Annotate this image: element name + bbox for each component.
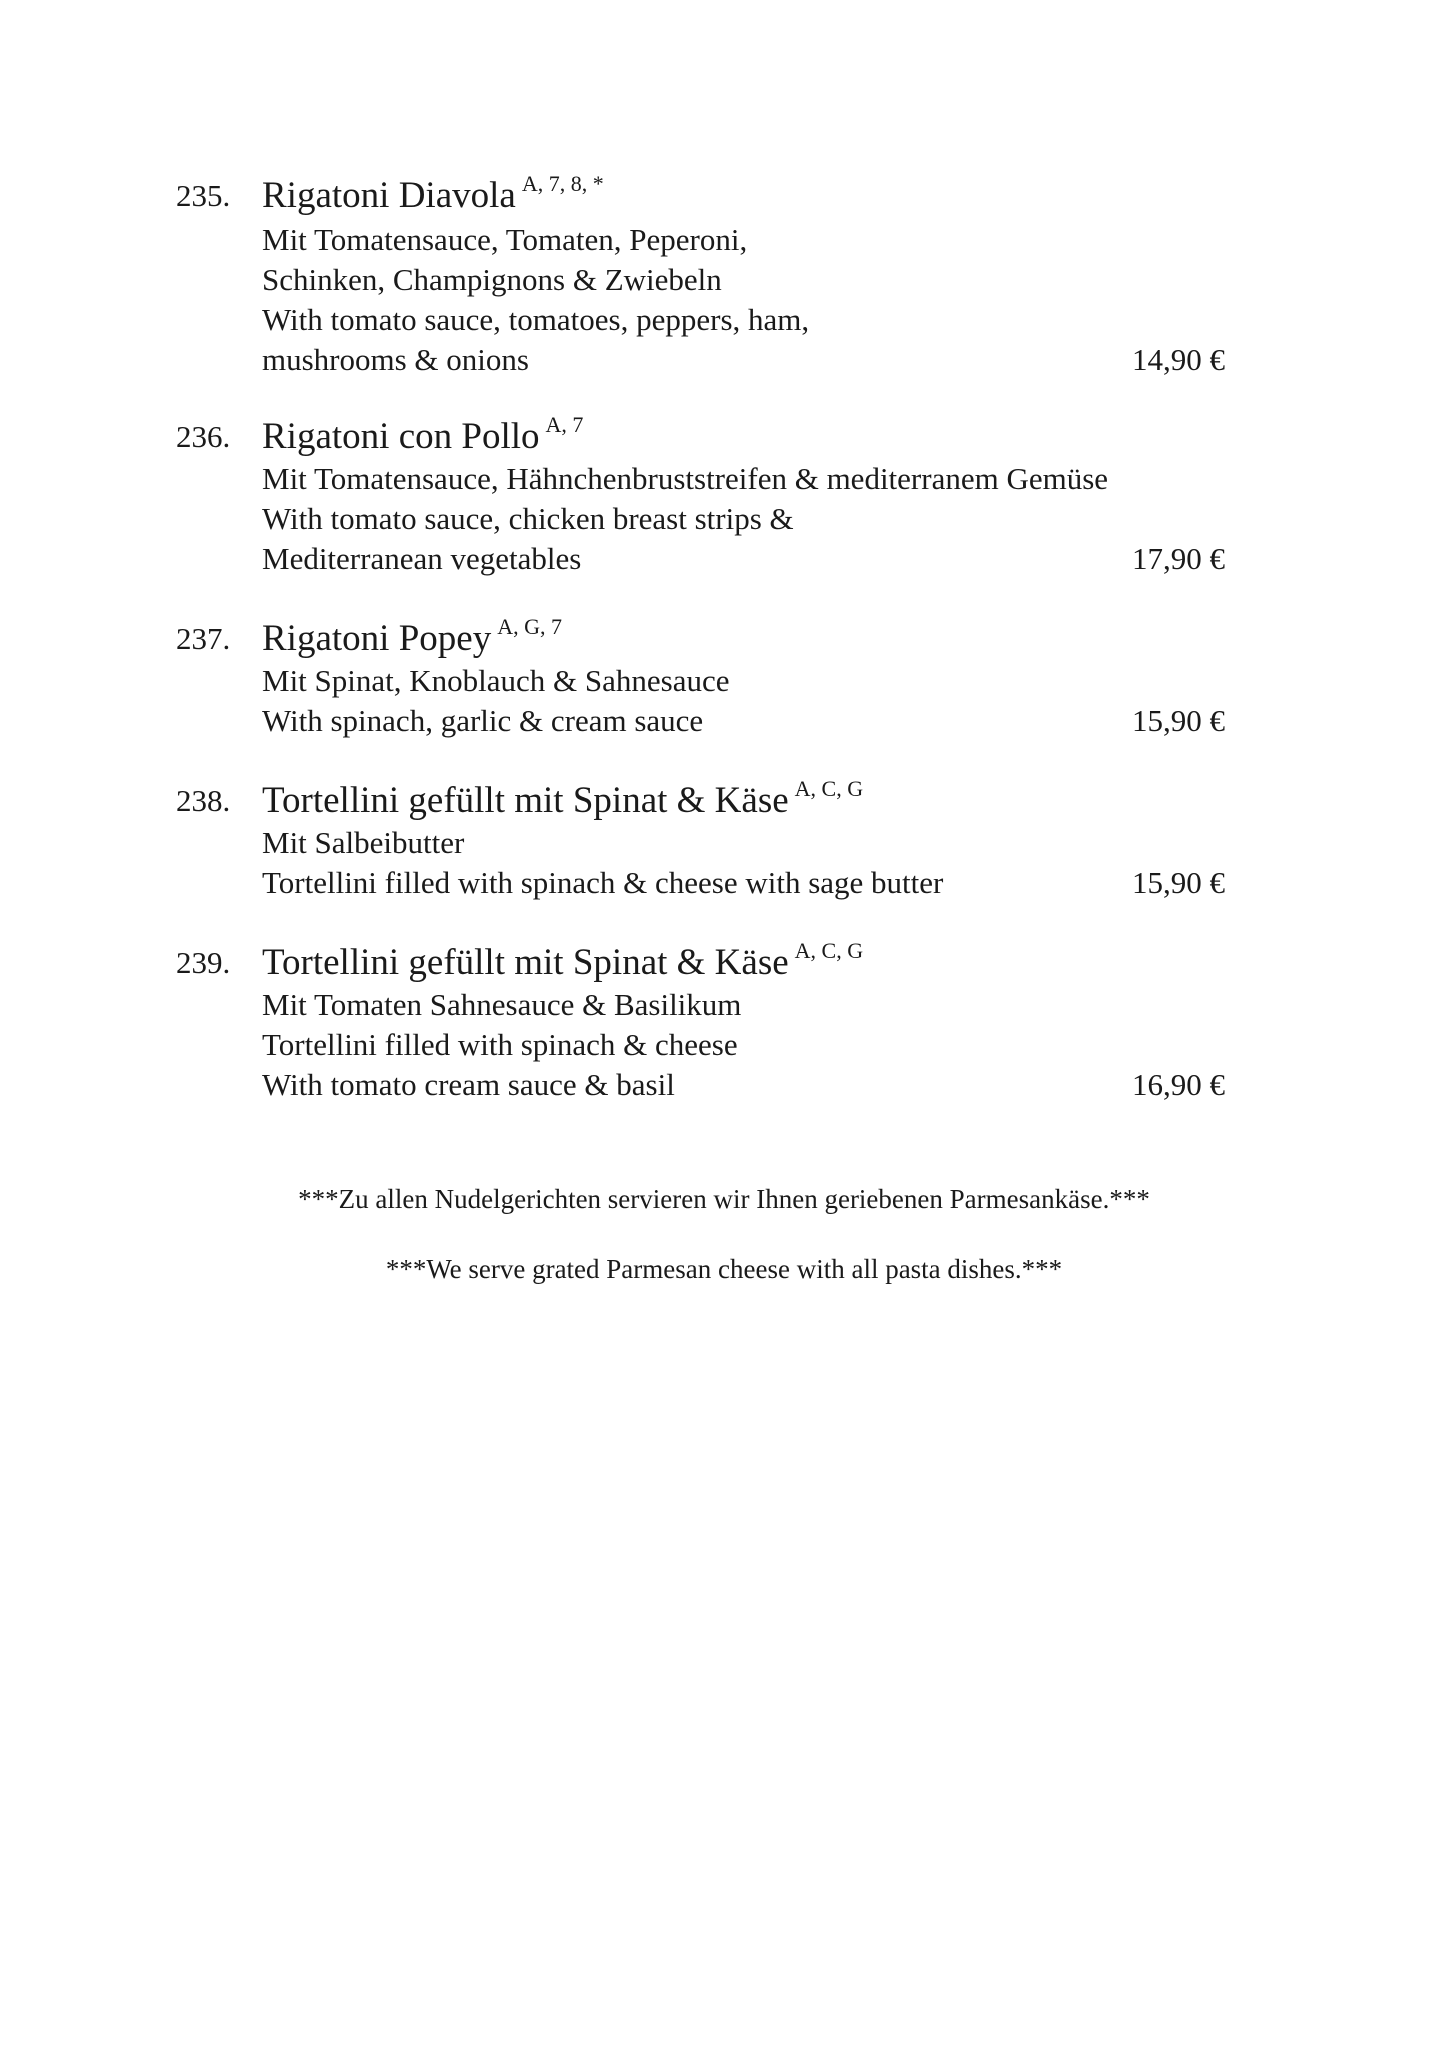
allergen-codes: A, C, G xyxy=(794,775,864,801)
allergen-codes: A, C, G xyxy=(794,937,864,963)
item-number: 238. xyxy=(176,783,231,818)
dish-price: 15,90 € xyxy=(1132,865,1225,900)
dish-description xyxy=(262,220,1262,380)
dish-name xyxy=(262,411,584,457)
item-number: 235. xyxy=(176,178,231,213)
description-line: With tomato cream sauce & basil xyxy=(262,1067,675,1102)
dish-description xyxy=(262,823,1262,903)
dish-price: 16,90 € xyxy=(1132,1067,1225,1102)
description-line: Mediterranean vegetables xyxy=(262,541,582,576)
dish-name xyxy=(262,170,604,216)
dish-name xyxy=(262,937,864,983)
item-number: 239. xyxy=(176,945,231,980)
description-line: Tortellini filled with spinach & cheese with sage butter xyxy=(262,865,944,900)
item-number: 236. xyxy=(176,419,231,454)
dish-name xyxy=(262,613,562,659)
description-line: mushrooms & onions xyxy=(262,342,529,377)
description-line: Tortellini filled with spinach & cheese xyxy=(262,1027,738,1062)
parmesan-note-german: ***Zu allen Nudelgerichten servieren wir Ihnen geriebenen Parmesankäse.*** xyxy=(298,1184,1150,1214)
allergen-codes: A, G, 7 xyxy=(497,613,562,639)
description-line: Mit Tomaten Sahnesauce & Basilikum xyxy=(262,987,742,1022)
description-line: With spinach, garlic & cream sauce xyxy=(262,703,704,738)
dish-description xyxy=(262,459,1262,579)
description-line: Mit Tomatensauce, Tomaten, Peperoni, xyxy=(262,222,748,257)
dish-name-text: Rigatoni Popey xyxy=(262,618,492,659)
allergen-codes: A, 7, 8, * xyxy=(521,170,604,196)
dish-name-text: Rigatoni Diavola xyxy=(262,175,516,216)
dish-price: 17,90 € xyxy=(1132,541,1225,576)
description-line: Mit Salbeibutter xyxy=(262,825,465,860)
dish-name xyxy=(262,775,864,821)
description-line: Mit Tomatensauce, Hähnchenbruststreifen & mediterranem Gemüse xyxy=(262,461,1109,496)
dish-name-text: Tortellini gefüllt mit Spinat & Käse xyxy=(262,780,789,821)
description-line: Schinken, Champignons & Zwiebeln xyxy=(262,262,722,297)
dish-name-text: Tortellini gefüllt mit Spinat & Käse xyxy=(262,942,789,983)
description-line: Mit Spinat, Knoblauch & Sahnesauce xyxy=(262,663,730,698)
parmesan-note-english: ***We serve grated Parmesan cheese with all pasta dishes.*** xyxy=(385,1254,1063,1284)
dish-name-text: Rigatoni con Pollo xyxy=(262,416,540,457)
dish-description xyxy=(262,985,1262,1105)
item-number: 237. xyxy=(176,621,231,656)
allergen-codes: A, 7 xyxy=(545,411,584,437)
dish-description xyxy=(262,661,1262,741)
dish-price: 14,90 € xyxy=(1132,342,1225,377)
description-line: With tomato sauce, tomatoes, peppers, ham, xyxy=(262,302,810,337)
description-line: With tomato sauce, chicken breast strips & xyxy=(262,501,794,536)
dish-price: 15,90 € xyxy=(1132,703,1225,738)
